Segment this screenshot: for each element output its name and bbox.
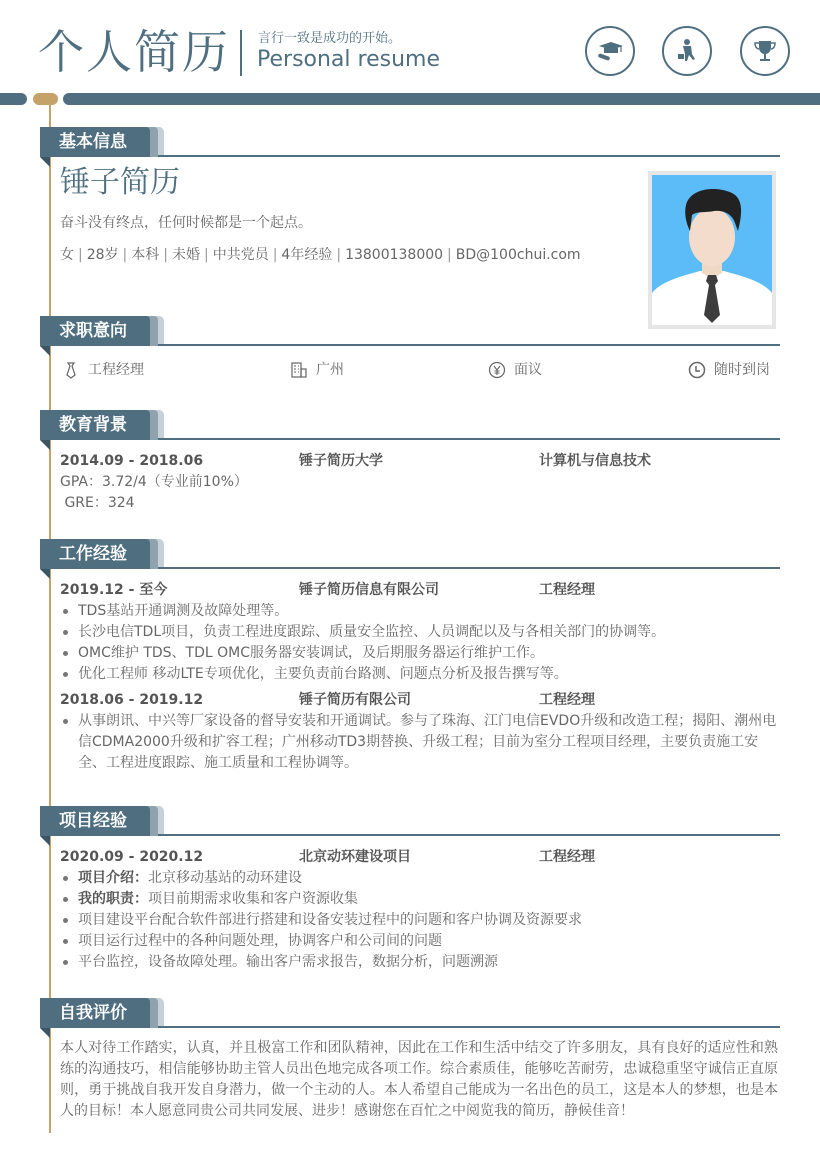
list-item: 从事朗讯、中兴等厂家设备的督导安装和开通调试。参与了珠海、江门电信EVDO升级和改造工程；揭阳、潮州电信CDMA2000升级和扩容工程；广州移动TD3期替换、升级工程；目前为室分工程项目经理，主要负责施工安全、工程进度跟踪、施工质量和工程协调等。 [60, 711, 778, 774]
intent-label: 广州 [316, 362, 344, 378]
section-basic-info [40, 127, 780, 265]
clock-icon [688, 361, 706, 379]
separator: | [203, 247, 209, 263]
list-item [60, 910, 780, 931]
intent-label: 工程经理 [88, 362, 144, 378]
project-role: 工程经理 [539, 849, 595, 865]
fact-age: 28岁 [86, 247, 119, 263]
bullet-text: 项目前期需求收集和客户资源收集 [148, 891, 358, 907]
list-item: TDS基站开通调测及故障处理等。 [60, 601, 780, 622]
edu-gpa: GPA：3.72/4（专业前10%） [60, 474, 248, 490]
fact-marital: 未婚 [171, 247, 200, 263]
section-job-intent [40, 316, 780, 380]
list-item: 优化工程师 移动LTE专项优化，主要负责前台路测、问题点分析及报告撰写等。 [60, 664, 780, 685]
fact-experience: 4年经验 [281, 247, 333, 263]
intent-label: 随时到岗 [714, 362, 770, 378]
job-bullets [60, 711, 778, 774]
project-bullets [60, 868, 780, 973]
list-item: OMC维护 TDS、TDL OMC服务器安装调试，及后期服务器运行维护工作。 [60, 643, 780, 664]
separator: | [336, 247, 342, 263]
header-bar-pill [33, 93, 58, 105]
project-period: 2020.09 - 2020.12 [60, 849, 204, 865]
section-work-experience [40, 539, 780, 774]
header-bar-left [0, 93, 27, 105]
job-company: 锤子简历有限公司 [299, 692, 411, 708]
page-title: 个人简历 [38, 25, 230, 79]
separator: | [122, 247, 128, 263]
job-company: 锤子简历信息有限公司 [299, 582, 439, 598]
intent-salary [488, 360, 542, 380]
separator: | [272, 247, 278, 263]
list-item [60, 952, 780, 973]
project-name: 北京动环建设项目 [299, 849, 411, 865]
header-divider [240, 30, 242, 76]
bullet-text: 平台监控，设备故障处理。输出客户需求报告，数据分析，问题溯源 [78, 954, 498, 970]
job-period: 2018.06 - 2019.12 [60, 692, 204, 708]
building-icon [290, 361, 308, 379]
fact-degree: 本科 [131, 247, 160, 263]
fact-political: 中共党员 [212, 247, 269, 263]
bullet-text: 北京移动基站的动环建设 [148, 870, 302, 886]
edu-major: 计算机与信息技术 [539, 453, 651, 469]
job-period: 2019.12 - 至今 [60, 582, 168, 598]
education-row [60, 450, 780, 472]
header-subtitle: Personal resume [257, 47, 440, 72]
list-item: 长沙电信TDL项目，负责工程进度跟踪、质量安全监控、人员调配以及与各相关部门的协调等。 [60, 622, 780, 643]
edu-school: 锤子简历大学 [299, 453, 383, 469]
section-title: 工作经验 [40, 539, 150, 569]
job-role: 工程经理 [539, 692, 595, 708]
bullet-text: 项目运行过程中的各种问题处理，协调客户和公司间的问题 [78, 933, 442, 949]
fact-phone: 13800138000 [345, 247, 444, 263]
list-item [60, 889, 780, 910]
job-row [60, 579, 780, 601]
fact-email: BD@100chui.com [455, 247, 581, 263]
section-title: 自我评价 [40, 998, 150, 1028]
bullet-label: 项目介绍： [78, 870, 148, 886]
self-evaluation-text: 本人对待工作踏实，认真，并且极富工作和团队精神，因此在工作和生活中结交了许多朋友，具有良好的适应性和熟练的沟通技巧，相信能够协助主管人员出色地完成各项工作。综合素质佳，能够吃苦耐劳，忠诚稳重坚守诚信正直原则，勇于挑战自我开发自身潜力，做一个主动的人。本人希望自己能成为一名出色的员工，这是本人的梦想，也是本人的目标！本人愿意同贵公司共同发展、进步！感谢您在百忙之中阅览我的简历，静候佳音！ [60, 1040, 778, 1119]
project-row [60, 846, 780, 868]
section-title: 项目经验 [40, 806, 150, 836]
tie-icon [62, 361, 80, 379]
section-project-experience [40, 806, 780, 973]
intent-city [290, 360, 344, 380]
bullet-label: 我的职责： [78, 891, 148, 907]
job-bullets [60, 601, 780, 685]
section-title: 教育背景 [40, 410, 150, 440]
job-role: 工程经理 [539, 582, 595, 598]
job-row [60, 689, 780, 711]
yen-icon [488, 361, 506, 379]
intent-label: 面议 [514, 362, 542, 378]
edu-period: 2014.09 - 2018.06 [60, 453, 204, 469]
bullet-text: 项目建设平台配合软件部进行搭建和设备安装过程中的问题和客户协调及资源要求 [78, 912, 582, 928]
separator: | [163, 247, 168, 263]
tab-fold [40, 346, 50, 356]
intent-availability [688, 360, 770, 380]
section-title: 求职意向 [40, 316, 150, 346]
intent-position [62, 360, 144, 380]
separator: | [78, 247, 83, 263]
section-self-evaluation [40, 998, 780, 1122]
edu-gre: GRE：324 [60, 495, 135, 511]
candidate-name: 锤子简历 [60, 165, 180, 200]
fact-gender: 女 [60, 247, 74, 263]
avatar-illustration [652, 175, 772, 325]
section-title: 基本信息 [40, 127, 150, 157]
trophy-icon [740, 26, 790, 76]
separator: | [447, 247, 452, 263]
header-bar-main [63, 93, 820, 105]
avatar-photo [648, 171, 776, 329]
section-education [40, 410, 780, 514]
motto: 奋斗没有终点，任何时候都是一个起点。 [60, 215, 312, 231]
header-slogan: 言行一致是成功的开始。 [258, 31, 402, 46]
list-item [60, 868, 780, 889]
list-item [60, 931, 780, 952]
graduation-cap-icon [585, 26, 635, 76]
businessman-icon [662, 26, 712, 76]
